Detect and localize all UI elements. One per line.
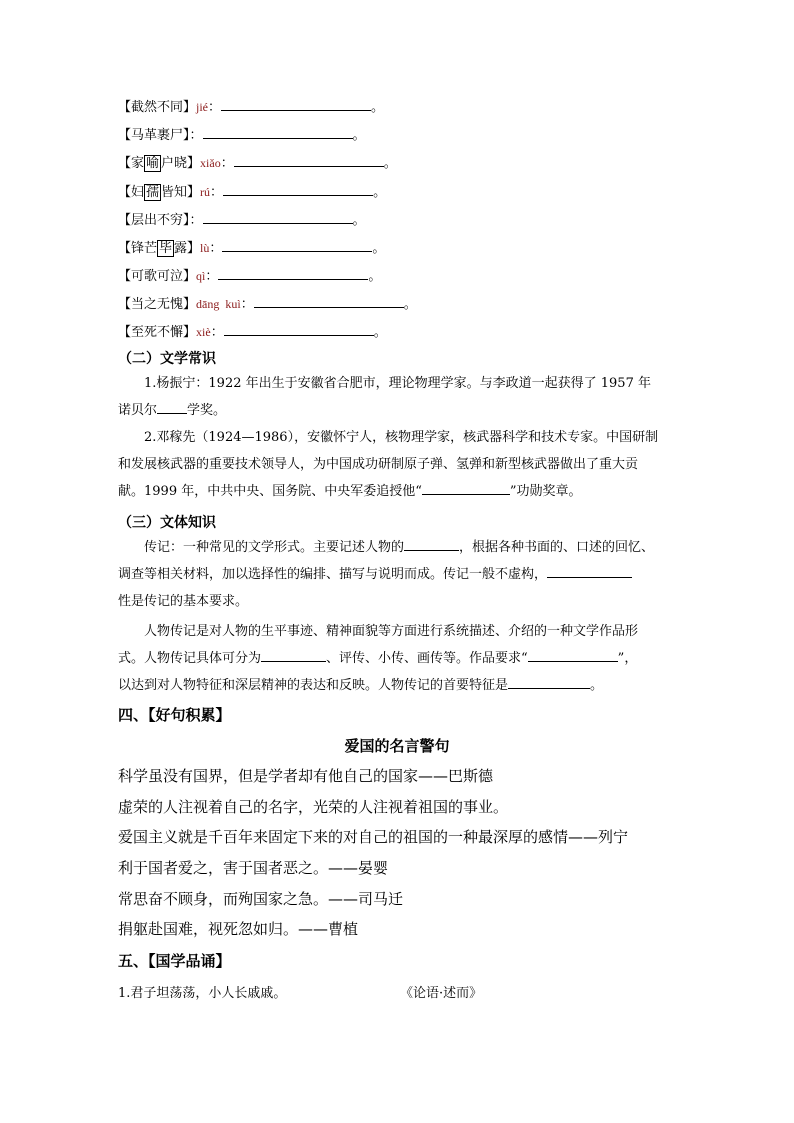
literary-knowledge-body: 1.杨振宁：1922 年出生于安徽省合肥市，理论物理学家。与李政道一起获得了 1957 年 诺贝尔 学奖。 2.邓稼先（1924—1986），安徽怀宁人，核物理学家，核武器科学和技术专家。中国研制 和发展核武器的重要技术领导人，为中国成功研制原子弹、氢弹和新型核武器做出了重大贡 献。1999 年，中共中央、国务院、中央军委追授他“ ”功勋奖章。 (118, 376, 659, 499)
quotes-title: 爱国的名言警句 (344, 737, 450, 755)
quote-line: 捐躯赴国难，视死忽如归。——曹植 (118, 920, 359, 938)
vocab-word: 【马革裹尸】 (118, 128, 190, 143)
answer-blank[interactable] (222, 239, 372, 252)
answer-blank[interactable] (254, 295, 404, 308)
answer-blank[interactable] (404, 538, 459, 551)
vocab-pinyin: dāng kuì (196, 297, 241, 311)
classics-item (118, 982, 286, 1001)
answer-blank[interactable] (157, 401, 187, 414)
answer-blank[interactable] (218, 267, 368, 280)
answer-blank[interactable] (261, 649, 326, 662)
answer-blank[interactable] (234, 154, 384, 167)
quote-line: 科学虽没有国界，但是学者却有他自己的国家——巴斯德 (118, 767, 494, 785)
section-classics-heading: 五、【国学品诵】 (118, 952, 231, 970)
vocab-item: 【可歌可泣】qì： 。 (118, 269, 382, 284)
vocab-item: 【层出不穷】： 。 (118, 213, 366, 228)
vocab-word: 【截然不同】 (118, 100, 197, 115)
vocab-word: 【可歌可泣】 (118, 269, 197, 284)
vocab-item: 【截然不同】jié： 。 (118, 100, 385, 115)
vocab-pinyin: xiè (196, 325, 211, 339)
answer-blank[interactable] (422, 482, 510, 495)
vocab-item: 【妇 孺 皆知】rú： 。 (118, 185, 387, 200)
answer-blank[interactable] (224, 323, 374, 336)
vocab-pinyin: jié (196, 100, 209, 114)
genre-knowledge-body: 传记：一种常见的文学形式。主要记述人物的 ，根据各种书面的、口述的回忆、 调查等相关材料，加以选择性的编排、描写与说明而成。传记一般不虚构， 性是传记的基本要求。 人物传记是对人物的生平事迹、精神面貌等方面进行系统描述、介绍的一种文学作品形 式。人物传记具体可分为 、评传、小传、画传等。作品要求“ ”， 以达到对人物特征和深层精神的表达和反映。人物传记的首要特征是 。 (118, 540, 655, 693)
answer-blank[interactable] (528, 649, 618, 662)
literary-knowledge-heading: （二）文学常识 (118, 351, 216, 367)
vocab-item: 【家 喻 户晓】xiǎo： 。 (118, 156, 397, 171)
vocab-pinyin: rú (200, 185, 211, 199)
section-good-sentences-heading: 四、【好句积累】 (118, 706, 231, 724)
answer-blank[interactable] (547, 565, 632, 578)
classics-line: 1.君子坦荡荡，小人长戚戚。 (118, 986, 287, 1001)
boxed-character: 孺 (146, 185, 160, 200)
vocab-pinyin: lù (200, 241, 210, 255)
quote-line: 利于国者爱之，害于国者恶之。——晏婴 (118, 859, 389, 877)
vocab-item: 【锋芒 毕 露】lù： 。 (118, 241, 386, 256)
vocab-item: 【至死不懈】xiè： 。 (118, 325, 387, 340)
answer-blank[interactable] (223, 183, 373, 196)
vocab-pinyin: xiǎo (200, 156, 221, 170)
boxed-character: 毕 (159, 241, 173, 256)
classics-source: 《论语·述而》 (400, 986, 483, 1001)
genre-knowledge-heading: （三）文体知识 (118, 515, 216, 531)
answer-blank[interactable] (203, 211, 353, 224)
vocab-pinyin: qì (196, 269, 206, 283)
quote-line: 常思奋不顾身，而殉国家之急。——司马迁 (118, 890, 404, 908)
vocab-word: 【当之无愧】 (118, 297, 197, 312)
vocab-word: 【至死不懈】 (118, 325, 197, 340)
quote-line: 爱国主义就是千百年来固定下来的对自己的祖国的一种最深厚的感情——列宁 (118, 828, 629, 846)
answer-blank[interactable] (203, 126, 353, 139)
answer-blank[interactable] (221, 98, 371, 111)
vocab-item: 【当之无愧】dāng kuì： 。 (118, 297, 417, 312)
vocab-word: 【层出不穷】 (118, 213, 190, 228)
answer-blank[interactable] (508, 676, 590, 689)
boxed-character: 喻 (146, 156, 160, 171)
vocab-item: 【马革裹尸】： 。 (118, 128, 366, 143)
quote-line: 虚荣的人注视着自己的名字，光荣的人注视着祖国的事业。 (118, 798, 509, 816)
